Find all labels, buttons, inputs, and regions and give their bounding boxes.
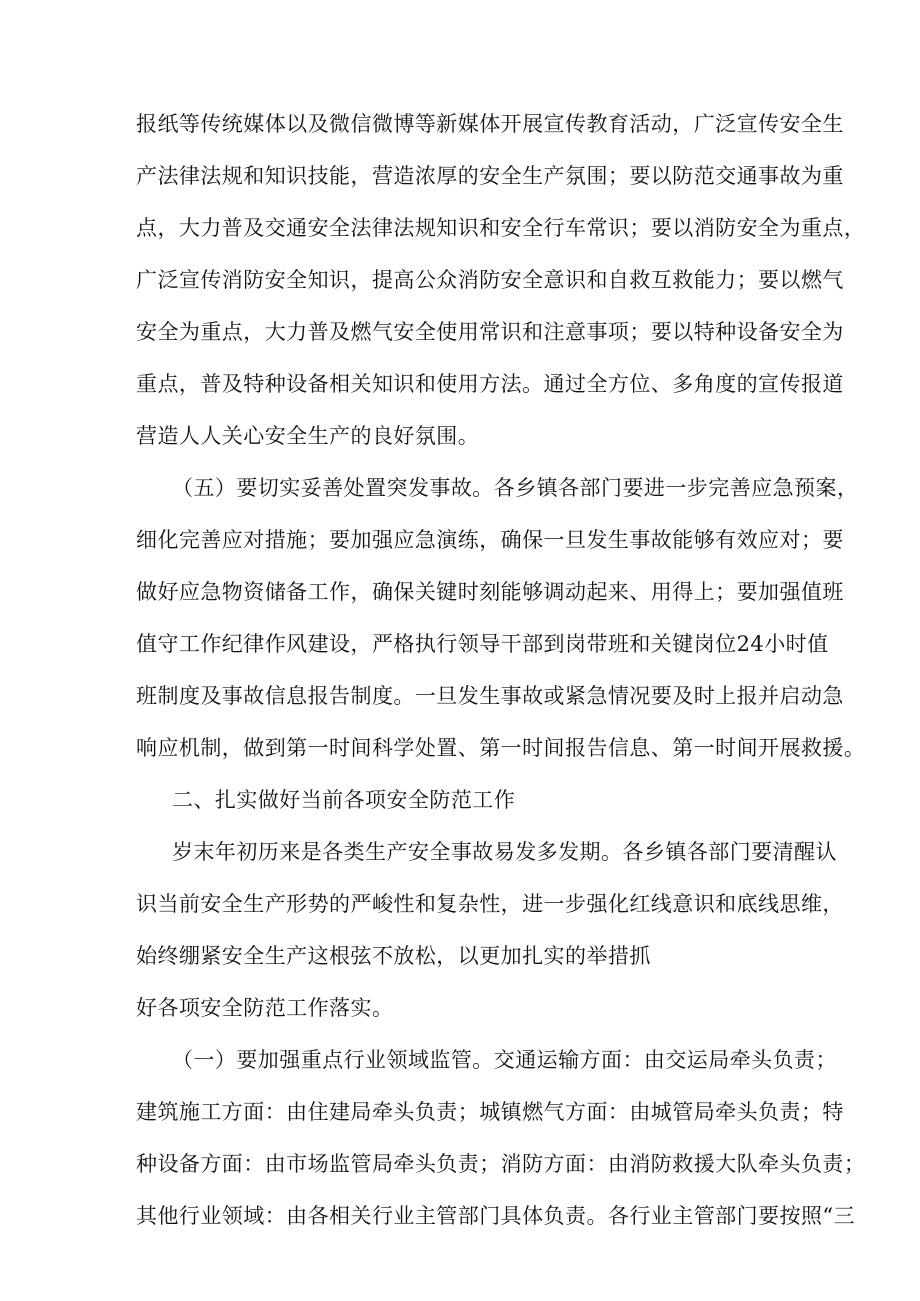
text-line: 产法律法规和知识技能，营造浓厚的安全生产氛围；要以防范交通事故为重	[136, 164, 844, 188]
text-line: 做好应急物资储备工作，确保关键时刻能够调动起来、用得上；要加强值班	[136, 580, 844, 604]
text-line: 好各项安全防范工作落实。	[136, 996, 394, 1020]
text-line: 始终绷紧安全生产这根弦不放松，以更加扎实的举措抓	[136, 944, 651, 968]
text-line: （一）要加强重点行业领域监管。交通运输方面：由交运局牵头负责；	[172, 1048, 837, 1072]
text-line: 细化完善应对措施；要加强应急演练，确保一旦发生事故能够有效应对；要	[136, 528, 844, 552]
text-line: （五）要切实妥善处置突发事故。各乡镇各部门要进一步完善应急预案，	[172, 476, 859, 500]
text-line: 重点，普及特种设备相关知识和使用方法。通过全方位、多角度的宣传报道	[136, 372, 844, 396]
text-line: 报纸等传统媒体以及微信微博等新媒体开展宣传教育活动，广泛宣传安全生	[136, 112, 844, 136]
text-line: 值守工作纪律作风建设，严格执行领导干部到岗带班和关键岗位24小时值	[136, 632, 829, 656]
text-line: 其他行业领域：由各相关行业主管部门具体负责。各行业主管部门要按照“三	[136, 1204, 856, 1228]
text-line: 响应机制，做到第一时间科学处置、第一时间报告信息、第一时间开展救援。	[136, 736, 866, 760]
text-line: 营造人人关心安全生产的良好氛围。	[136, 424, 480, 448]
text-line: 广泛宣传消防安全知识，提高公众消防安全意识和自救互救能力；要以燃气	[136, 268, 844, 292]
text-line: 班制度及事故信息报告制度。一旦发生事故或紧急情况要及时上报并启动急	[136, 684, 844, 708]
section-heading: 二、扎实做好当前各项安全防范工作	[172, 788, 516, 812]
text-line: 识当前安全生产形势的严峻性和复杂性，进一步强化红线意识和底线思维，	[136, 892, 844, 916]
text-line: 岁末年初历来是各类生产安全事故易发多发期。各乡镇各部门要清醒认	[172, 840, 837, 864]
text-line: 种设备方面：由市场监管局牵头负责；消防方面：由消防救援大队牵头负责；	[136, 1152, 866, 1176]
text-line: 建筑施工方面：由住建局牵头负责；城镇燃气方面：由城管局牵头负责；特	[136, 1100, 844, 1124]
text-line: 安全为重点，大力普及燃气安全使用常识和注意事项；要以特种设备安全为	[136, 320, 844, 344]
text-line: 点，大力普及交通安全法律法规知识和安全行车常识；要以消防安全为重点，	[136, 216, 866, 240]
